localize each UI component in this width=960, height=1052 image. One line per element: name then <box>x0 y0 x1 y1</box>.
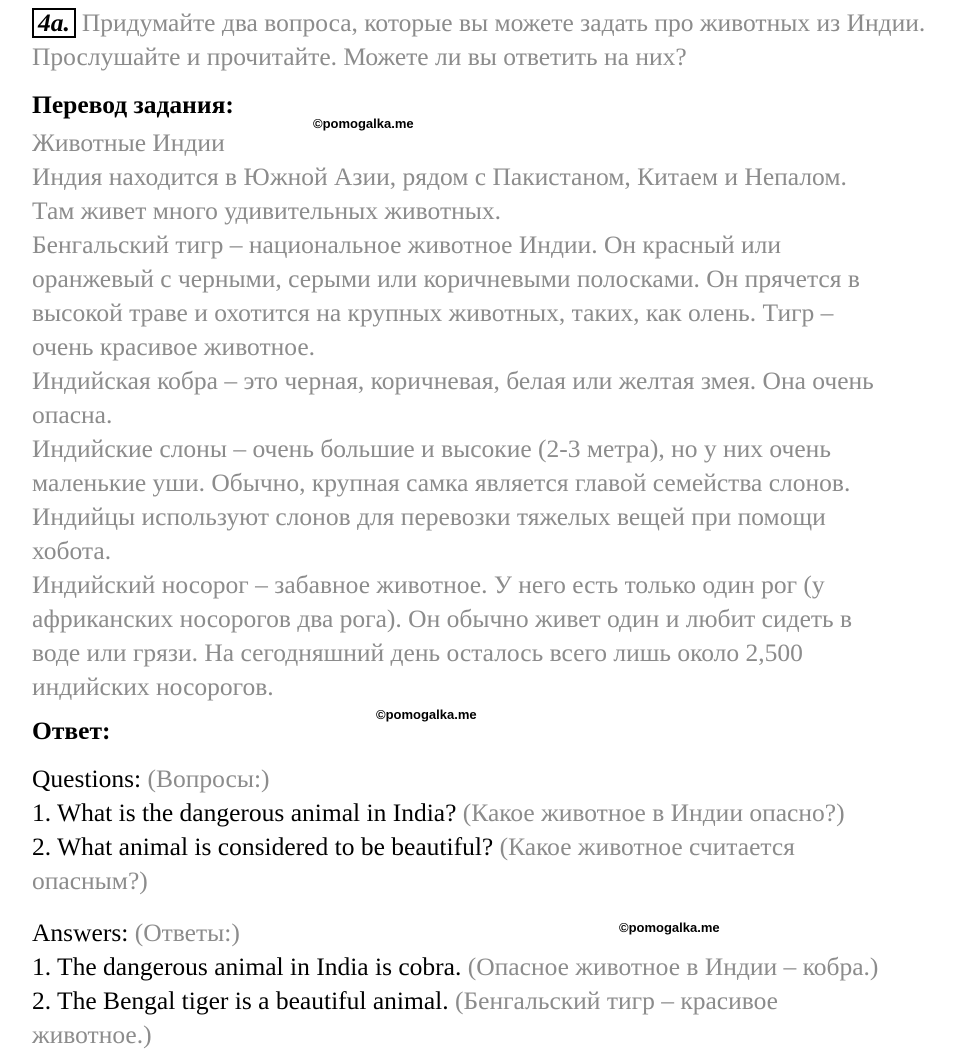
watermark: ©pomogalka.me <box>619 920 720 935</box>
questions-label-translation: (Вопросы:) <box>147 764 270 793</box>
question-translation: (Какое животное в Индии опасно?) <box>462 798 845 827</box>
answers-label-translation: (Ответы:) <box>134 918 240 947</box>
translation-line: Индия находится в Южной Азии, рядом с Пакистаном, Китаем и Непалом. <box>32 162 847 191</box>
questions-label-line <box>32 762 932 796</box>
translation-heading: Перевод задания: <box>32 90 234 119</box>
translation-line: опасна. <box>32 400 113 429</box>
answer-text: 2. The Bengal tiger is a beautiful animal. <box>32 986 449 1015</box>
answer-translation: (Опасное животное в Индии – кобра.) <box>467 952 879 981</box>
question-text: 1. What is the dangerous animal in India? <box>32 798 457 827</box>
translation-line: Индийский носорог – забавное животное. У него есть только один рог (у <box>32 570 825 599</box>
answers-block <box>32 916 932 1052</box>
watermark: ©pomogalka.me <box>313 116 414 131</box>
document-page <box>32 6 932 1052</box>
question-item <box>32 796 932 830</box>
questions-block <box>32 762 932 898</box>
answers-label: Answers: <box>32 918 129 947</box>
translation-line: очень красивое животное. <box>32 332 316 361</box>
answer-item <box>32 984 932 1018</box>
watermark: ©pomogalka.me <box>376 707 477 722</box>
translation-line: Индийская кобра – это черная, коричневая, белая или желтая змея. Она очень <box>32 366 874 395</box>
translation-line: Индийцы используют слонов для перевозки тяжелых вещей при помощи <box>32 502 826 531</box>
answer-item <box>32 950 932 984</box>
translation-line: маленькие уши. Обычно, крупная самка является главой семейства слонов. <box>32 468 851 497</box>
question-text: 2. What animal is considered to be beautiful? <box>32 832 494 861</box>
answer-heading: Ответ: <box>32 716 111 745</box>
translation-line: хобота. <box>32 536 112 565</box>
translation-line: высокой траве и охотится на крупных животных, таких, как олень. Тигр – <box>32 298 834 327</box>
task-number-badge: 4a. <box>32 8 76 38</box>
translation-line: индийских носорогов. <box>32 672 274 701</box>
question-item <box>32 830 932 864</box>
answer-translation-continued: животное.) <box>32 1020 152 1049</box>
answer-text: 1. The dangerous animal in India is cobra. <box>32 952 462 981</box>
translation-text <box>32 126 932 704</box>
answer-translation: (Бенгальский тигр – красивое <box>455 986 778 1015</box>
question-translation: (Какое животное считается <box>499 832 795 861</box>
translation-line: оранжевый с черными, серыми или коричневыми полосками. Он прячется в <box>32 264 860 293</box>
answers-label-line <box>32 916 932 950</box>
translation-line: Животные Индии <box>32 128 225 157</box>
task-statement <box>32 6 932 74</box>
questions-label: Questions: <box>32 764 142 793</box>
translation-line: африканских носорогов два рога). Он обычно живет один и любит сидеть в <box>32 604 853 633</box>
question-translation-continued: опасным?) <box>32 866 148 895</box>
translation-line: Индийские слоны – очень большие и высокие (2-3 метра), но у них очень <box>32 434 831 463</box>
translation-line: Бенгальский тигр – национальное животное Индии. Он красный или <box>32 230 781 259</box>
task-text: Придумайте два вопроса, которые вы можете задать про животных из Индии. Прослушайте и прочитайте. Можете ли вы ответить на них? <box>32 8 926 71</box>
translation-line: воде или грязи. На сегодняшний день осталось всего лишь около 2,500 <box>32 638 803 667</box>
translation-line: Там живет много удивительных животных. <box>32 196 502 225</box>
